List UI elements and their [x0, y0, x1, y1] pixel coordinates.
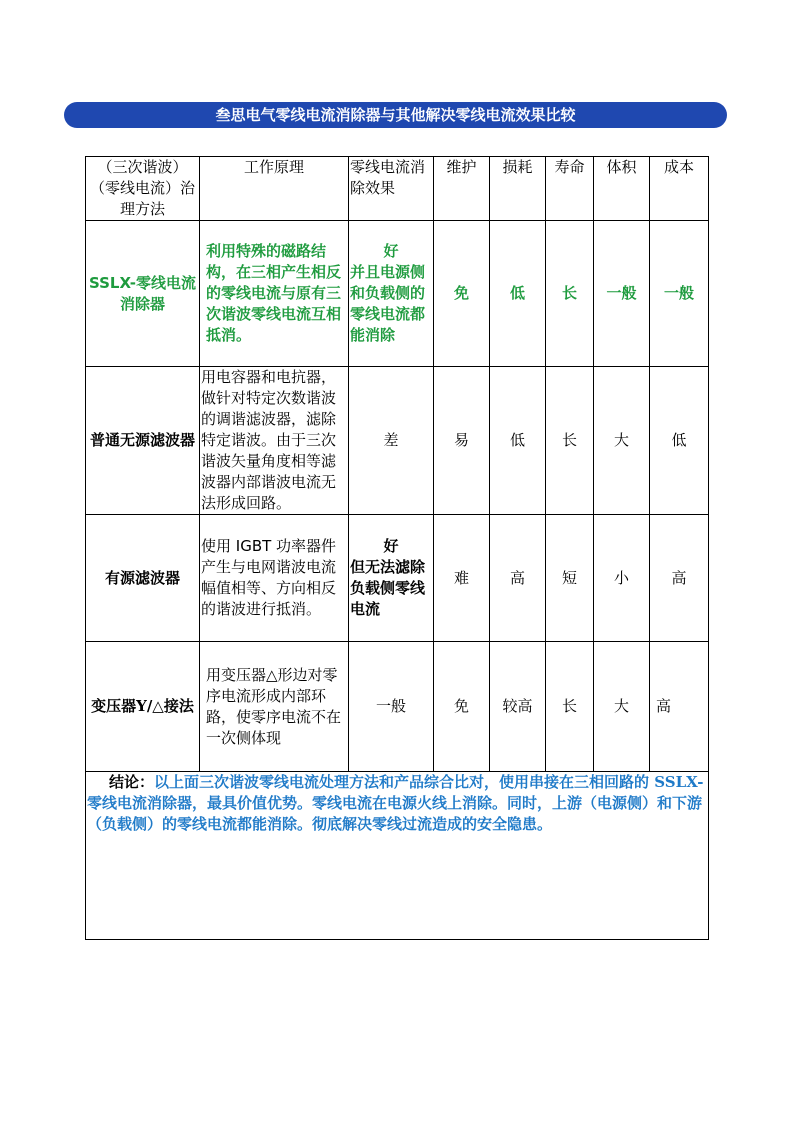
effect-note: 但无法滤除负载侧零线电流 — [350, 558, 426, 618]
maintenance-cell: 免 — [434, 221, 490, 367]
effect-value: 好 — [383, 537, 399, 555]
principle-cell: 利用特殊的磁路结构，在三相产生相反的零线电流与原有三次谐波零线电流互相抵消。 — [200, 221, 349, 367]
cost-cell: 一般 — [650, 221, 709, 367]
loss-cell: 低 — [490, 367, 546, 515]
method-cell: 普通无源滤波器 — [86, 367, 200, 515]
principle-cell: 用变压器△形边对零序电流形成内部环路，使零序电流不在一次侧体现 — [200, 642, 349, 772]
conclusion-label: 结论： — [109, 773, 155, 791]
volume-cell: 一般 — [594, 221, 650, 367]
principle-cell: 使用 IGBT 功率器件产生与电网谐波电流幅值相等、方向相反的谐波进行抵消。 — [200, 515, 349, 642]
volume-cell: 大 — [594, 642, 650, 772]
comparison-table — [85, 156, 709, 940]
life-cell: 长 — [546, 642, 594, 772]
conclusion-cell — [86, 772, 709, 940]
loss-cell: 较高 — [490, 642, 546, 772]
table-row — [86, 221, 709, 367]
maintenance-cell: 难 — [434, 515, 490, 642]
cost-cell: 低 — [650, 367, 709, 515]
effect-note: 并且电源侧和负载侧的零线电流都能消除 — [350, 263, 426, 344]
volume-cell: 小 — [594, 515, 650, 642]
effect-cell — [349, 515, 434, 642]
header-volume: 体积 — [594, 157, 650, 221]
header-cost: 成本 — [650, 157, 709, 221]
method-cell: 有源滤波器 — [86, 515, 200, 642]
life-cell: 短 — [546, 515, 594, 642]
conclusion-row — [86, 772, 709, 940]
effect-value: 好 — [383, 242, 399, 260]
page-title: 叁思电气零线电流消除器与其他解决零线电流效果比较 — [64, 102, 727, 128]
maintenance-cell: 易 — [434, 367, 490, 515]
method-cell: 变压器Y/△接法 — [86, 642, 200, 772]
volume-cell: 大 — [594, 367, 650, 515]
method-cell: SSLX-零线电流消除器 — [86, 221, 200, 367]
loss-cell: 低 — [490, 221, 546, 367]
cost-cell: 高 — [650, 515, 709, 642]
header-method: （三次谐波）（零线电流）治理方法 — [86, 157, 200, 221]
effect-cell: 一般 — [349, 642, 434, 772]
effect-cell: 差 — [349, 367, 434, 515]
maintenance-cell: 免 — [434, 642, 490, 772]
principle-cell: 用电容器和电抗器，做针对特定次数谐波的调谐滤波器，滤除特定谐波。由于三次谐波矢量角度相等滤波器内部谐波电流无法形成回路。 — [200, 367, 349, 515]
loss-cell: 高 — [490, 515, 546, 642]
life-cell: 长 — [546, 221, 594, 367]
life-cell: 长 — [546, 367, 594, 515]
header-effect: 零线电流消除效果 — [349, 157, 434, 221]
header-loss: 损耗 — [490, 157, 546, 221]
table-row — [86, 367, 709, 515]
table-row — [86, 515, 709, 642]
table-row — [86, 642, 709, 772]
effect-cell — [349, 221, 434, 367]
table-header-row — [86, 157, 709, 221]
header-principle: 工作原理 — [200, 157, 349, 221]
header-life: 寿命 — [546, 157, 594, 221]
cost-cell: 高 — [650, 642, 709, 772]
conclusion-text: 以上面三次谐波零线电流处理方法和产品综合比对，使用串接在三相回路的 SSLX-零线电流消除器，最具价值优势。零线电流在电源火线上消除。同时，上游（电源侧）和下游（负载侧）的零线电流都能消除。彻底解决零线过流造成的安全隐患。 — [87, 773, 704, 833]
header-maintenance: 维护 — [434, 157, 490, 221]
